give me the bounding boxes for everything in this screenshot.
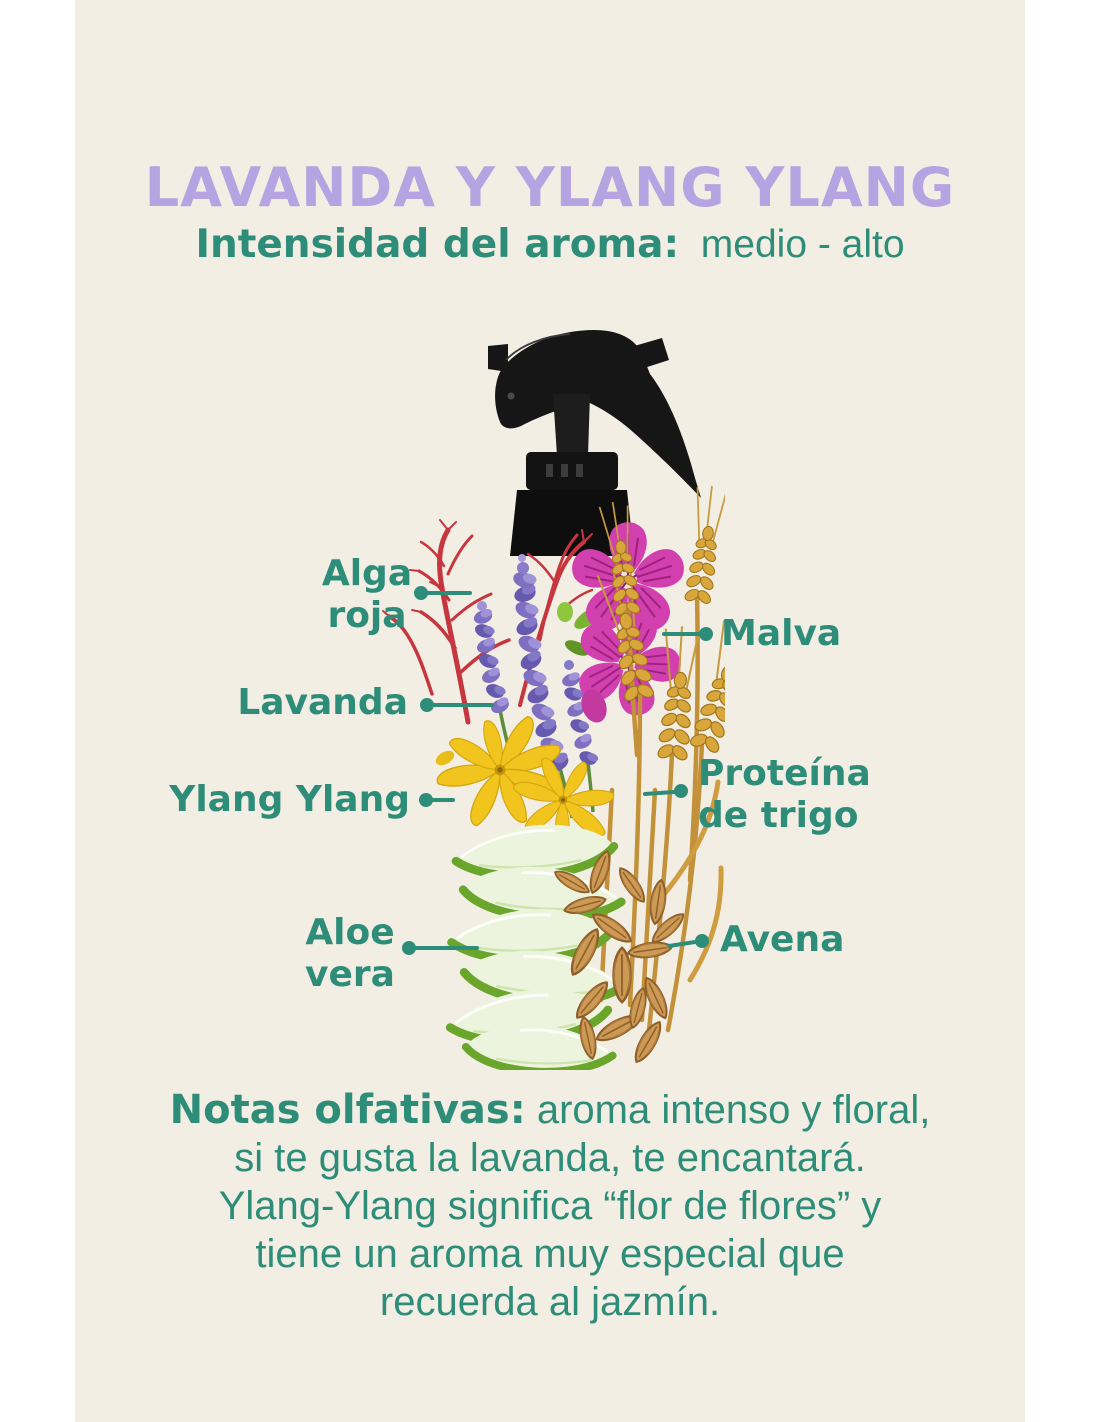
label-ylang-ylang: Ylang Ylang — [169, 779, 410, 820]
notes-line-4: tiene un aroma muy especial que — [255, 1232, 845, 1276]
notes-line-2: si te gusta la lavanda, te encantará. — [234, 1136, 866, 1180]
leader-proteina — [645, 784, 688, 798]
notes-line-3: Ylang-Ylang significa “flor de flores” y — [218, 1184, 882, 1228]
label-avena: Avena — [720, 919, 845, 960]
leader-ylang-ylang — [419, 793, 453, 807]
notes-line-1: Notas olfativas: aroma intenso y floral, — [169, 1087, 931, 1133]
page-title: LAVANDA Y YLANG YLANG — [144, 156, 956, 219]
aroma-intensity-subtitle: Intensidad del aroma: medio - alto — [195, 222, 905, 267]
subtitle-value — [690, 223, 701, 266]
subtitle-bold: Intensidad del aroma: — [195, 222, 680, 267]
label-alga-roja: Alga roja — [321, 553, 413, 636]
label-aloe-vera: Aloe vera — [305, 912, 395, 995]
spray-trigger-icon — [488, 330, 701, 556]
olfactory-notes-paragraph — [90, 1086, 1010, 1326]
leader-malva — [664, 627, 713, 641]
notes-line-5: recuerda al jazmín. — [379, 1280, 721, 1324]
leader-avena — [669, 934, 709, 948]
label-lavanda: Lavanda — [237, 682, 408, 723]
label-malva: Malva — [721, 613, 842, 654]
label-proteina-de-trigo: Proteína de trigo — [698, 753, 871, 836]
leader-lavanda — [420, 698, 492, 712]
